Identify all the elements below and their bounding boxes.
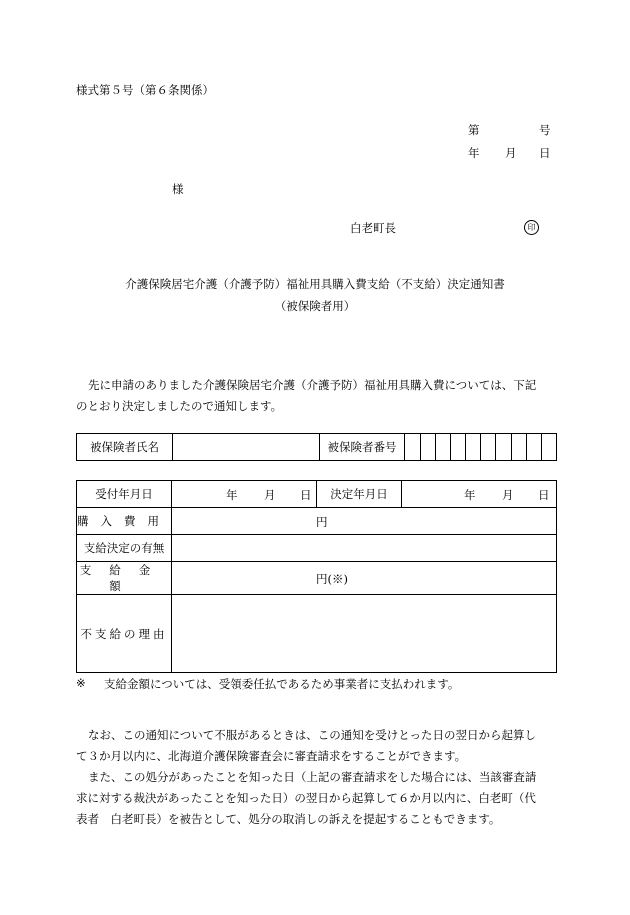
reason-label: 不支給の理由: [77, 595, 172, 673]
insured-name-value: [173, 434, 320, 461]
decision-year: 年: [464, 488, 476, 502]
number-prefix: 第: [468, 123, 480, 137]
payment-amount-unit: 円(※): [316, 572, 348, 586]
insured-number-digit: [450, 434, 465, 461]
insured-number-digit: [466, 434, 481, 461]
appeal-line-4: 求に対する裁決があったことを知った日）の翌日から起算して６か月以内に、白老町（代: [76, 791, 536, 805]
form-id: 様式第５号（第６条関係）: [76, 83, 214, 97]
note-text: 支給金額については、受領委任払であるため事業者に支払われます。: [104, 677, 460, 691]
document-subtitle: （被保険者用）: [274, 299, 356, 313]
payment-decision-label: 支給決定の有無: [77, 535, 172, 562]
appeal-line-1: なお、この通知について不服があるときは、この通知を受けとった日の翌日から起算し: [88, 728, 537, 742]
payment-amount-label: 支給金額: [77, 562, 172, 595]
payment-decision-value: [172, 535, 557, 562]
appeal-line-5: 表者 白老町長）を被告として、処分の取消しの訴えを提起することもできます。: [76, 812, 501, 826]
date-day: 日: [539, 146, 551, 160]
cost-value: [172, 508, 557, 535]
date-year: 年: [468, 146, 480, 160]
insured-number-digit: [511, 434, 526, 461]
received-date-label: 受付年月日: [77, 481, 172, 508]
decision-day: 日: [538, 488, 550, 502]
decision-table: [76, 480, 557, 673]
payment-amount-value: [172, 562, 557, 595]
issuer: 白老町長: [350, 221, 396, 235]
note-mark: ※: [76, 676, 86, 690]
received-year: 年: [226, 488, 238, 502]
document-title: 介護保険居宅介護（介護予防）福祉用具購入費支給（不支給）決定通知書: [125, 277, 505, 291]
addressee-suffix: 様: [172, 182, 184, 196]
intro-line-1: 先に申請のありました介護保険居宅介護（介護予防）福祉用具購入費については、下記: [88, 378, 537, 392]
number-suffix: 号: [539, 123, 551, 137]
insured-number-digit: [541, 434, 556, 461]
insured-number-digit: [526, 434, 541, 461]
reason-value: [172, 595, 557, 673]
received-date-value: [172, 481, 317, 508]
intro-line-2: のとおり決定しましたので通知します。: [76, 399, 283, 413]
insured-number-digit: [496, 434, 511, 461]
decision-month: 月: [502, 488, 514, 502]
insured-number-digit: [420, 434, 435, 461]
appeal-line-2: て３か月以内に、北海道介護保険審査会に審査請求をすることができます。: [76, 749, 467, 763]
cost-unit: 円: [316, 515, 328, 529]
insured-number-label: 被保険者番号: [319, 434, 405, 461]
received-day: 日: [300, 488, 312, 502]
seal-mark: [524, 219, 539, 235]
seal-icon: 印: [524, 220, 539, 235]
appeal-line-3: また、この処分があったことを知った日（上記の審査請求をした場合には、当該審査請: [88, 770, 537, 784]
insured-number-digit: [481, 434, 496, 461]
decision-date-value: [402, 481, 557, 508]
cost-label: 購入費用: [77, 508, 172, 535]
insured-number-digit: [405, 434, 420, 461]
date-month: 月: [505, 146, 517, 160]
received-month: 月: [264, 488, 276, 502]
decision-date-label: 決定年月日: [317, 481, 402, 508]
insured-info-table: [76, 433, 557, 461]
insured-name-label: 被保険者氏名: [77, 434, 173, 461]
insured-number-digit: [435, 434, 450, 461]
